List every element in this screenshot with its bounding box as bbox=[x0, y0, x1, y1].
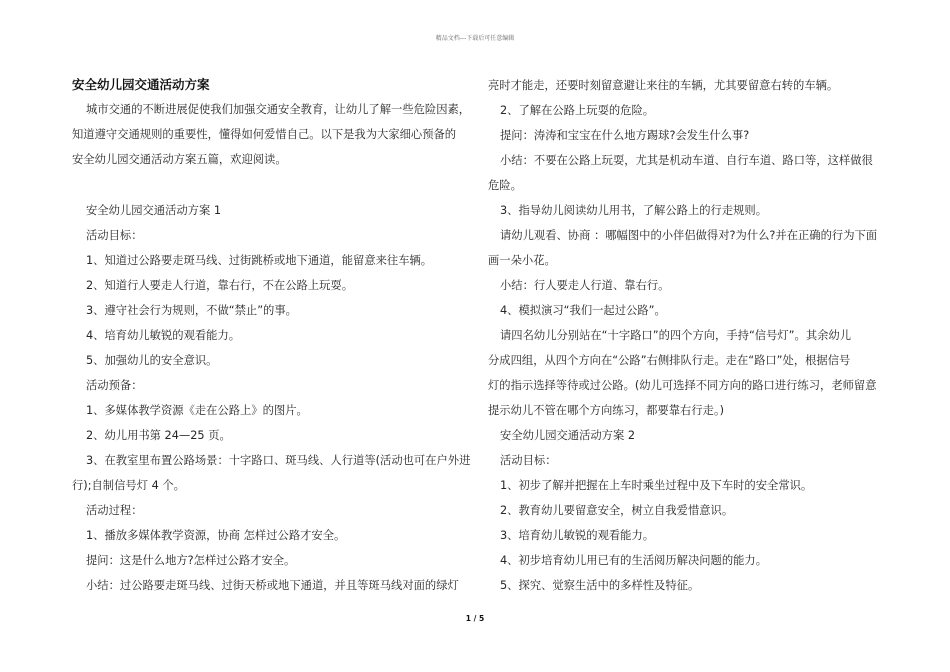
goal2-item-3: 3、培育幼儿敏锐的观看能力。 bbox=[500, 529, 655, 542]
process-step-4: 4、模拟演习“我们一起过公路”。 bbox=[500, 304, 666, 317]
goal2-item-5: 5、探究、觉察生活中的多样性及特征。 bbox=[500, 579, 700, 592]
goal-item-3: 3、遵守社会行为规则，不做“禁止”的事。 bbox=[86, 304, 297, 317]
goal-item-1: 1、知道过公路要走斑马线、过街跳桥或地下通道，能留意来往车辆。 bbox=[86, 254, 433, 267]
instruction-3: 请幼儿观看、协商 ：哪幅图中的小伴侣做得对?为什么?并在正确的行为下面 bbox=[500, 229, 878, 242]
summary-2: 小结：不要在公路上玩耍，尤其是机动车道、自行车道、路口等，这样做很 bbox=[500, 154, 873, 167]
page-header: 精品文档---下载后可任意编辑 bbox=[435, 35, 515, 42]
section-heading-1: 安全幼儿园交通活动方案 1 bbox=[86, 204, 222, 217]
instruction-4: 请四名幼儿分别站在“十字路口”的四个方向，手持“信号灯”。其余幼儿 bbox=[500, 329, 852, 342]
instruction-4-cont-3: 提示幼儿不管在哪个方向练习，都要靠右行走。) bbox=[488, 404, 724, 417]
instruction-3-cont: 画一朵小花。 bbox=[488, 254, 556, 267]
document-title: 安全幼儿园交通活动方案 bbox=[72, 77, 210, 92]
goal-item-4: 4、培育幼儿敏锐的观看能力。 bbox=[86, 329, 241, 342]
instruction-4-cont-2: 灯的指示选择等待或过公路。(幼儿可选择不同方向的路口进行练习，老师留意 bbox=[488, 379, 877, 392]
goals-label-1: 活动目标： bbox=[86, 229, 143, 242]
summary-3: 小结：行人要走人行道、靠右行。 bbox=[500, 279, 670, 292]
question-1: 提问：这是什么地方?怎样过公路才安全。 bbox=[86, 554, 296, 567]
intro-line-2: 知道遵守交通规则的重要性，懂得如何爱惜自己。以下是我为大家细心预备的 bbox=[72, 128, 457, 141]
page-number: 1 / 5 bbox=[465, 614, 485, 623]
goals-label-2: 活动目标： bbox=[500, 454, 557, 467]
summary-2-cont: 危险。 bbox=[488, 179, 522, 192]
process-step-2: 2、了解在公路上玩耍的危险。 bbox=[500, 104, 655, 117]
intro-line-3: 安全幼儿园交通活动方案五篇，欢迎阅读。 bbox=[72, 153, 287, 166]
prep-item-2: 2、幼儿用书第 24—25 页。 bbox=[86, 429, 231, 442]
goal-item-5: 5、加强幼儿的安全意识。 bbox=[86, 354, 218, 367]
intro-line-1: 城市交通的不断进展促使我们加强交通安全教育，让幼儿了解一些危险因素， bbox=[86, 103, 471, 116]
goal2-item-4: 4、初步培育幼儿用已有的生活阅历解决问题的能力。 bbox=[500, 554, 768, 567]
question-2: 提问：涛涛和宝宝在什么地方踢球?会发生什么事? bbox=[500, 129, 750, 142]
goal-item-2: 2、知道行人要走人行道，靠右行，不在公路上玩耍。 bbox=[86, 279, 354, 292]
process-step-1: 1、播放多媒体教学资源，协商 怎样过公路才安全。 bbox=[86, 529, 346, 542]
instruction-4-cont-1: 分成四组，从四个方向在“公路”右侧排队行走。走在“路口”处，根据信号 bbox=[488, 354, 851, 367]
prep-item-1: 1、多媒体教学资源《走在公路上》的图片。 bbox=[86, 404, 308, 417]
section-heading-2: 安全幼儿园交通活动方案 2 bbox=[500, 429, 636, 442]
goal2-item-1: 1、初步了解并把握在上车时乘坐过程中及下车时的安全常识。 bbox=[500, 479, 813, 492]
process-step-3: 3、指导幼儿阅读幼儿用书，了解公路上的行走规则。 bbox=[500, 204, 768, 217]
goal2-item-2: 2、教育幼儿要留意安全，树立自我爱惜意识。 bbox=[500, 504, 734, 517]
process-label: 活动过程： bbox=[86, 504, 143, 517]
summary-1: 小结：过公路要走斑马线、过街天桥或地下通道，并且等斑马线对面的绿灯 bbox=[86, 579, 459, 592]
prep-item-3: 3、在教室里布置公路场景：十字路口、斑马线、人行道等(活动也可在户外进 bbox=[86, 454, 471, 467]
prep-label: 活动预备： bbox=[86, 379, 143, 392]
summary-1-cont: 亮时才能走，还要时刻留意避让来往的车辆，尤其要留意右转的车辆。 bbox=[488, 79, 839, 92]
prep-item-3-cont: 行);自制信号灯 4 个。 bbox=[72, 479, 185, 492]
